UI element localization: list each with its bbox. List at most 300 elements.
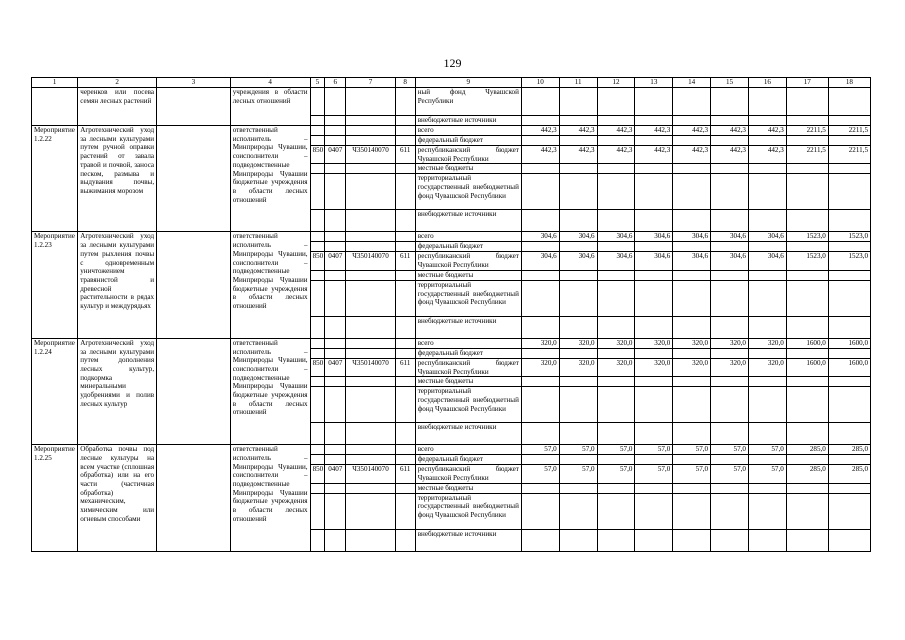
value-cell (597, 88, 635, 116)
value-cell (828, 242, 870, 252)
code-cell (325, 88, 346, 116)
column-number: 4 (230, 78, 310, 88)
value-cell (711, 280, 749, 316)
executor: ответственный исполнитель – Минприроды Чувашии, соисполнители – подведомственные Минприроды Чувашии бюджетные учреждения в области лесных отношений (230, 445, 310, 551)
value-cell (673, 377, 711, 387)
code-grbs (310, 423, 325, 445)
value-cell (635, 88, 673, 116)
value-cell (786, 493, 828, 529)
value-cell: 320,0 (635, 358, 673, 376)
code-grbs (310, 210, 325, 232)
funding-source: федеральный бюджет (415, 242, 521, 252)
value-cell (559, 270, 597, 280)
value-cell: 320,0 (748, 358, 786, 376)
value-cell: 304,6 (559, 232, 597, 242)
value-cell (711, 316, 749, 338)
value-cell: 57,0 (711, 445, 749, 455)
code-rzpr: 0407 (325, 465, 346, 483)
code-grbs (310, 529, 325, 551)
code-csr (346, 316, 395, 338)
value-cell (597, 377, 635, 387)
value-cell (711, 423, 749, 445)
measure-name: Агротехнический уход за лесными культурами путем рыхления почвы с одновременным уничтожением травянистой и древесной растительности в рядах культур и междурядьях (78, 232, 157, 338)
value-cell: 2211,5 (786, 146, 828, 164)
value-cell: 304,6 (673, 252, 711, 270)
value-cell (673, 455, 711, 465)
code-rzpr (325, 483, 346, 493)
value-cell (521, 164, 559, 174)
measure-name: черенков или посева семян лесных растений (78, 88, 157, 126)
value-cell (828, 483, 870, 493)
value-cell (748, 164, 786, 174)
goal-cell (157, 445, 231, 551)
value-cell (828, 174, 870, 210)
value-cell (673, 116, 711, 126)
value-cell: 442,3 (635, 146, 673, 164)
value-cell (786, 174, 828, 210)
value-cell (597, 493, 635, 529)
value-cell (786, 280, 828, 316)
value-cell (786, 164, 828, 174)
funding-source: внебюджетные источники (415, 210, 521, 232)
code-grbs (310, 338, 325, 348)
column-number: 3 (157, 78, 231, 88)
code-vr: 611 (395, 465, 415, 483)
column-number: 8 (395, 78, 415, 88)
value-cell (559, 423, 597, 445)
value-cell (559, 210, 597, 232)
value-cell (597, 136, 635, 146)
code-csr (346, 126, 395, 136)
value-cell (786, 423, 828, 445)
value-cell: 304,6 (711, 232, 749, 242)
value-cell (711, 242, 749, 252)
code-csr: Ч350140070 (346, 358, 395, 376)
measure-id (32, 88, 78, 126)
value-cell (711, 164, 749, 174)
value-cell (597, 316, 635, 338)
code-csr (346, 136, 395, 146)
executor: учреждения в области лесных отношений (230, 88, 310, 126)
program-table (31, 77, 871, 552)
value-cell (673, 316, 711, 338)
value-cell (673, 136, 711, 146)
code-csr: Ч350140070 (346, 465, 395, 483)
executor: ответственный исполнитель – Минприроды Чувашии, соисполнители – подведомственные Минприроды Чувашии бюджетные учреждения в области лесных отношений (230, 232, 310, 338)
code-csr (346, 232, 395, 242)
value-cell (711, 88, 749, 116)
measure-row (32, 445, 871, 455)
code-csr (346, 210, 395, 232)
executor: ответственный исполнитель – Минприроды Чувашии, соисполнители – подведомственные Минприроды Чувашии бюджетные учреждения в области лесных отношений (230, 338, 310, 444)
value-cell (559, 280, 597, 316)
value-cell (597, 174, 635, 210)
code-cell (325, 116, 346, 126)
measure-name: Агротехнический уход за лесными культурами путем дополнения лесных культур, подкормка минеральными удобрениями и полив лесных культур (78, 338, 157, 444)
value-cell (559, 377, 597, 387)
value-cell: 285,0 (828, 465, 870, 483)
page-number: 129 (443, 56, 462, 70)
code-csr (346, 348, 395, 358)
value-cell (786, 210, 828, 232)
value-cell: 304,6 (597, 232, 635, 242)
code-vr (395, 280, 415, 316)
value-cell: 57,0 (635, 465, 673, 483)
funding-source: всего (415, 232, 521, 242)
funding-source: всего (415, 338, 521, 348)
value-cell: 57,0 (521, 465, 559, 483)
value-cell (711, 210, 749, 232)
code-csr (346, 483, 395, 493)
value-cell: 320,0 (559, 338, 597, 348)
value-cell: 1523,0 (828, 232, 870, 242)
value-cell (635, 116, 673, 126)
value-cell: 442,3 (635, 126, 673, 136)
funding-source: всего (415, 445, 521, 455)
value-cell: 285,0 (786, 445, 828, 455)
value-cell (521, 136, 559, 146)
column-number: 10 (521, 78, 559, 88)
code-rzpr (325, 348, 346, 358)
funding-source: внебюджетные источники (415, 116, 521, 126)
code-grbs (310, 136, 325, 146)
code-grbs (310, 445, 325, 455)
value-cell (635, 348, 673, 358)
code-vr: 611 (395, 358, 415, 376)
value-cell (828, 136, 870, 146)
value-cell (635, 242, 673, 252)
value-cell (521, 348, 559, 358)
value-cell (559, 529, 597, 551)
column-number-row (32, 78, 871, 88)
value-cell (521, 493, 559, 529)
funding-source: ный фонд Чувашской Республики (415, 88, 521, 116)
value-cell (673, 493, 711, 529)
funding-source: территориальный государственный внебюджетный фонд Чувашской Республики (415, 280, 521, 316)
code-rzpr (325, 316, 346, 338)
code-csr (346, 377, 395, 387)
code-csr: Ч350140070 (346, 252, 395, 270)
value-cell (711, 493, 749, 529)
value-cell (748, 316, 786, 338)
funding-source: внебюджетные источники (415, 423, 521, 445)
code-vr (395, 493, 415, 529)
value-cell (748, 242, 786, 252)
value-cell: 304,6 (748, 252, 786, 270)
code-csr (346, 445, 395, 455)
value-cell (786, 316, 828, 338)
code-csr (346, 280, 395, 316)
code-rzpr (325, 338, 346, 348)
column-number: 1 (32, 78, 78, 88)
value-cell (521, 455, 559, 465)
value-cell: 57,0 (559, 465, 597, 483)
code-vr: 611 (395, 146, 415, 164)
value-cell (828, 493, 870, 529)
value-cell (635, 164, 673, 174)
value-cell: 57,0 (748, 465, 786, 483)
goal-cell (157, 338, 231, 444)
value-cell (521, 529, 559, 551)
value-cell (597, 242, 635, 252)
value-cell (521, 377, 559, 387)
value-cell (673, 164, 711, 174)
value-cell (635, 423, 673, 445)
value-cell (635, 387, 673, 423)
value-cell (635, 455, 673, 465)
code-rzpr (325, 387, 346, 423)
value-cell: 320,0 (597, 358, 635, 376)
value-cell (559, 493, 597, 529)
column-number: 14 (673, 78, 711, 88)
code-csr (346, 455, 395, 465)
continuation-row (32, 88, 871, 116)
value-cell: 304,6 (711, 252, 749, 270)
code-cell (395, 88, 415, 116)
value-cell: 304,6 (635, 252, 673, 270)
code-grbs (310, 316, 325, 338)
value-cell: 1523,0 (786, 232, 828, 242)
value-cell (597, 387, 635, 423)
value-cell (559, 116, 597, 126)
code-rzpr (325, 270, 346, 280)
value-cell: 304,6 (748, 232, 786, 242)
column-number: 12 (597, 78, 635, 88)
value-cell (635, 136, 673, 146)
value-cell: 442,3 (521, 146, 559, 164)
code-csr (346, 270, 395, 280)
funding-source: республиканский бюджет Чувашской Республики (415, 358, 521, 376)
column-number: 6 (325, 78, 346, 88)
value-cell: 442,3 (521, 126, 559, 136)
column-number: 2 (78, 78, 157, 88)
measure-row (32, 126, 871, 136)
value-cell (828, 88, 870, 116)
value-cell (673, 348, 711, 358)
code-rzpr (325, 210, 346, 232)
value-cell: 57,0 (673, 445, 711, 455)
code-csr (346, 493, 395, 529)
column-number: 11 (559, 78, 597, 88)
value-cell (828, 316, 870, 338)
value-cell (748, 493, 786, 529)
value-cell (786, 387, 828, 423)
code-grbs: 850 (310, 465, 325, 483)
funding-source: республиканский бюджет Чувашской Республики (415, 252, 521, 270)
value-cell (597, 210, 635, 232)
value-cell (786, 483, 828, 493)
measure-id: Мероприятие 1.2.23 (32, 232, 78, 338)
value-cell (597, 270, 635, 280)
funding-source: территориальный государственный внебюджетный фонд Чувашской Республики (415, 174, 521, 210)
funding-source: федеральный бюджет (415, 455, 521, 465)
value-cell (635, 174, 673, 210)
code-rzpr: 0407 (325, 146, 346, 164)
column-number: 18 (828, 78, 870, 88)
value-cell (711, 377, 749, 387)
code-vr (395, 455, 415, 465)
code-vr (395, 126, 415, 136)
code-rzpr (325, 493, 346, 529)
code-csr (346, 387, 395, 423)
code-grbs: 850 (310, 146, 325, 164)
value-cell (711, 529, 749, 551)
value-cell (635, 529, 673, 551)
code-csr (346, 338, 395, 348)
value-cell (828, 280, 870, 316)
value-cell (521, 88, 559, 116)
value-cell (635, 210, 673, 232)
value-cell: 442,3 (559, 126, 597, 136)
value-cell (711, 455, 749, 465)
value-cell: 442,3 (748, 126, 786, 136)
code-rzpr (325, 232, 346, 242)
value-cell: 320,0 (711, 358, 749, 376)
value-cell (559, 242, 597, 252)
code-grbs (310, 455, 325, 465)
code-rzpr (325, 280, 346, 316)
value-cell (597, 348, 635, 358)
code-vr (395, 483, 415, 493)
measure-row (32, 232, 871, 242)
column-number: 17 (786, 78, 828, 88)
code-cell (395, 116, 415, 126)
value-cell: 442,3 (711, 126, 749, 136)
value-cell (521, 242, 559, 252)
code-grbs (310, 348, 325, 358)
column-number: 15 (711, 78, 749, 88)
value-cell (559, 387, 597, 423)
code-csr (346, 164, 395, 174)
value-cell: 57,0 (673, 465, 711, 483)
value-cell: 57,0 (635, 445, 673, 455)
funding-source: территориальный государственный внебюджетный фонд Чувашской Республики (415, 387, 521, 423)
value-cell: 442,3 (711, 146, 749, 164)
funding-source: территориальный государственный внебюджетный фонд Чувашской Республики (415, 493, 521, 529)
value-cell: 57,0 (521, 445, 559, 455)
value-cell: 2211,5 (786, 126, 828, 136)
value-cell (748, 280, 786, 316)
value-cell: 57,0 (597, 465, 635, 483)
value-cell (673, 174, 711, 210)
value-cell: 442,3 (673, 146, 711, 164)
value-cell (748, 529, 786, 551)
value-cell (559, 348, 597, 358)
value-cell (673, 423, 711, 445)
code-grbs (310, 164, 325, 174)
value-cell (828, 164, 870, 174)
value-cell (786, 270, 828, 280)
code-vr (395, 529, 415, 551)
value-cell: 304,6 (673, 232, 711, 242)
value-cell: 442,3 (559, 146, 597, 164)
value-cell (635, 280, 673, 316)
value-cell: 320,0 (559, 358, 597, 376)
value-cell: 320,0 (673, 338, 711, 348)
value-cell (597, 455, 635, 465)
value-cell (828, 377, 870, 387)
value-cell (521, 116, 559, 126)
measure-name: Агротехнический уход за лесными культурами путем ручной оправки растений от завала травой и почвой, заноса песком, размыва и выдувания почвы, выжимания морозом (78, 126, 157, 232)
value-cell (748, 348, 786, 358)
code-rzpr (325, 126, 346, 136)
code-vr (395, 445, 415, 455)
value-cell: 320,0 (673, 358, 711, 376)
value-cell: 442,3 (597, 146, 635, 164)
code-vr (395, 270, 415, 280)
value-cell (559, 316, 597, 338)
value-cell (748, 174, 786, 210)
code-csr (346, 423, 395, 445)
value-cell: 1523,0 (828, 252, 870, 270)
code-vr (395, 377, 415, 387)
value-cell (559, 164, 597, 174)
code-vr (395, 232, 415, 242)
funding-source: местные бюджеты (415, 164, 521, 174)
value-cell: 304,6 (521, 252, 559, 270)
code-rzpr (325, 174, 346, 210)
value-cell (673, 270, 711, 280)
code-grbs (310, 126, 325, 136)
code-grbs (310, 493, 325, 529)
value-cell (786, 88, 828, 116)
value-cell (559, 136, 597, 146)
code-csr (346, 174, 395, 210)
value-cell (828, 529, 870, 551)
value-cell: 442,3 (597, 126, 635, 136)
value-cell: 57,0 (559, 445, 597, 455)
value-cell (748, 210, 786, 232)
code-cell (310, 116, 325, 126)
value-cell (673, 387, 711, 423)
value-cell (521, 483, 559, 493)
value-cell (711, 174, 749, 210)
code-grbs (310, 280, 325, 316)
measure-row (32, 338, 871, 348)
funding-source: федеральный бюджет (415, 348, 521, 358)
goal-cell (157, 232, 231, 338)
funding-source: местные бюджеты (415, 270, 521, 280)
value-cell (786, 116, 828, 126)
value-cell (597, 483, 635, 493)
code-vr (395, 423, 415, 445)
value-cell (597, 423, 635, 445)
value-cell: 1523,0 (786, 252, 828, 270)
value-cell: 1600,0 (786, 358, 828, 376)
value-cell: 57,0 (711, 465, 749, 483)
funding-source: республиканский бюджет Чувашской Республики (415, 465, 521, 483)
value-cell (521, 423, 559, 445)
value-cell (748, 116, 786, 126)
code-csr: Ч350140070 (346, 146, 395, 164)
funding-source: местные бюджеты (415, 377, 521, 387)
code-cell (346, 116, 395, 126)
value-cell (748, 136, 786, 146)
value-cell (559, 455, 597, 465)
value-cell (786, 348, 828, 358)
measure-id: Мероприятие 1.2.24 (32, 338, 78, 444)
value-cell (521, 270, 559, 280)
value-cell (711, 136, 749, 146)
value-cell (635, 377, 673, 387)
value-cell (786, 529, 828, 551)
funding-source: всего (415, 126, 521, 136)
code-grbs (310, 242, 325, 252)
code-vr (395, 174, 415, 210)
code-vr: 611 (395, 252, 415, 270)
value-cell (673, 242, 711, 252)
value-cell: 304,6 (559, 252, 597, 270)
